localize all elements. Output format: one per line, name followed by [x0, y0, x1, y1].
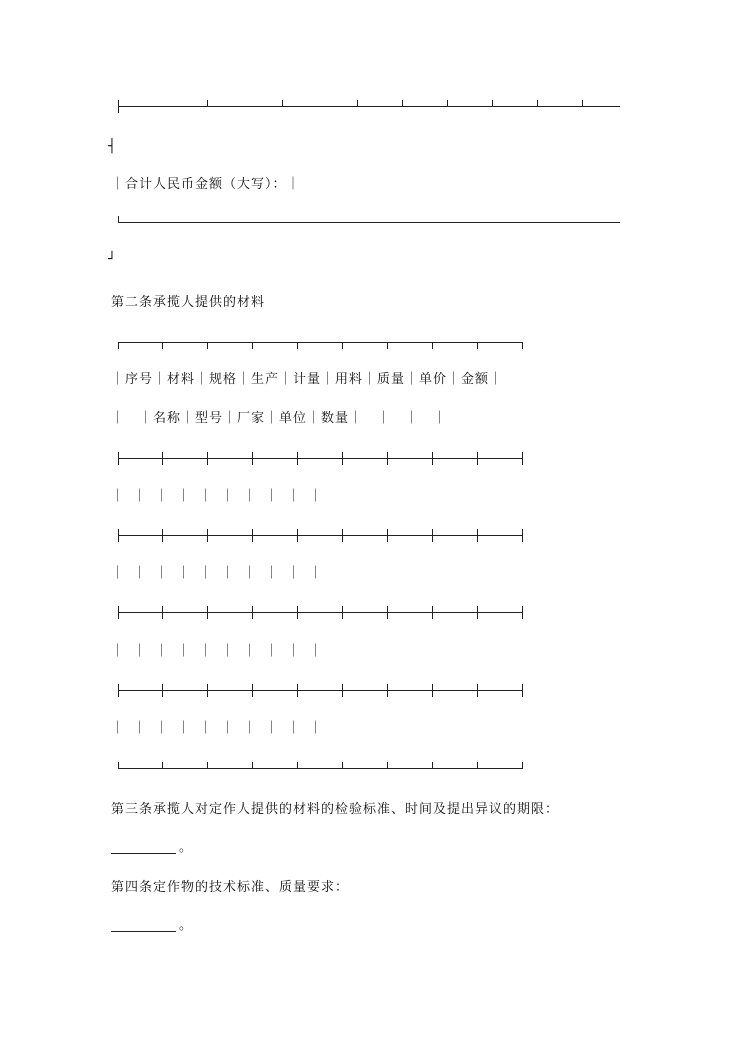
materials-empty-row: ｜ ｜ ｜ ｜ ｜ ｜ ｜ ｜ ｜ ｜: [111, 721, 321, 736]
rule-tick: [118, 606, 119, 619]
rule-tick: [342, 342, 343, 349]
rule-tick: [477, 342, 478, 349]
table-rule-top: [118, 106, 620, 107]
table-tick: [118, 100, 119, 113]
rule-tick: [162, 529, 163, 542]
rule-tick: [432, 762, 433, 769]
rule-tick: [387, 684, 388, 697]
rule-tick: [522, 529, 523, 542]
rule-tick: [207, 762, 208, 769]
materials-rule: [118, 690, 523, 691]
rule-tick: [432, 452, 433, 465]
rule-tick: [207, 606, 208, 619]
table-tick: [447, 100, 448, 107]
table-tick: [492, 100, 493, 107]
rule-tick: [297, 452, 298, 465]
rule-tick: [477, 684, 478, 697]
rule-tick: [477, 529, 478, 542]
table-tick: [282, 100, 283, 107]
rule-tick: [297, 684, 298, 697]
materials-rule: [118, 612, 523, 613]
rule-tick: [432, 606, 433, 619]
rule-tick: [252, 452, 253, 465]
rule-tick: [387, 762, 388, 769]
rule-tick: [118, 684, 119, 697]
rule-tick: [118, 529, 119, 542]
table-tick: [537, 100, 538, 107]
article3-fill-blank: [111, 853, 176, 854]
rule-tick: [387, 342, 388, 349]
table-tick: [402, 100, 403, 107]
table-tick: [118, 216, 119, 223]
rule-tick: [162, 684, 163, 697]
article4-fill-blank: [111, 931, 176, 932]
rule-tick: [297, 529, 298, 542]
rule-tick: [522, 342, 523, 349]
table-rule-bottom: [118, 222, 620, 223]
rule-tick: [252, 606, 253, 619]
materials-rule: [118, 342, 523, 343]
bracket-mid: ┤: [108, 139, 117, 154]
table-tick: [357, 100, 358, 107]
rule-tick: [387, 452, 388, 465]
rule-tick: [522, 762, 523, 769]
rule-tick: [432, 529, 433, 542]
rule-tick: [342, 762, 343, 769]
rule-tick: [387, 529, 388, 542]
rule-tick: [252, 762, 253, 769]
rule-tick: [118, 762, 119, 769]
rule-tick: [162, 606, 163, 619]
materials-empty-row: ｜ ｜ ｜ ｜ ｜ ｜ ｜ ｜ ｜ ｜: [111, 489, 321, 504]
article2-heading: 第二条承揽人提供的材料: [111, 295, 266, 310]
rule-tick: [297, 606, 298, 619]
article4-period: 。: [179, 918, 194, 933]
rule-tick: [387, 606, 388, 619]
materials-header-row2: ｜ ｜名称｜型号｜厂家｜单位｜数量｜ ｜ ｜ ｜: [111, 411, 448, 426]
rule-tick: [207, 452, 208, 465]
rule-tick: [118, 452, 119, 465]
materials-empty-row: ｜ ｜ ｜ ｜ ｜ ｜ ｜ ｜ ｜ ｜: [111, 644, 321, 659]
materials-rule: [118, 535, 523, 536]
rule-tick: [252, 529, 253, 542]
rule-tick: [342, 452, 343, 465]
materials-empty-row: ｜ ｜ ｜ ｜ ｜ ｜ ｜ ｜ ｜ ｜: [111, 566, 321, 581]
rule-tick: [477, 452, 478, 465]
total-amount-label: ｜合计人民币金额（大写）：｜: [111, 177, 301, 192]
rule-tick: [342, 606, 343, 619]
table-tick: [207, 100, 208, 107]
rule-tick: [207, 684, 208, 697]
rule-tick: [207, 529, 208, 542]
bracket-end: ┘: [108, 252, 117, 267]
rule-tick: [477, 606, 478, 619]
materials-rule-bottom: [118, 768, 523, 769]
rule-tick: [297, 762, 298, 769]
article3-heading: 第三条承揽人对定作人提供的材料的检验标准、时间及提出异议的期限：: [111, 802, 560, 817]
rule-tick: [432, 342, 433, 349]
rule-tick: [522, 452, 523, 465]
rule-tick: [342, 529, 343, 542]
rule-tick: [522, 684, 523, 697]
rule-tick: [477, 762, 478, 769]
rule-tick: [118, 342, 119, 349]
rule-tick: [207, 342, 208, 349]
rule-tick: [432, 684, 433, 697]
rule-tick: [342, 684, 343, 697]
rule-tick: [252, 342, 253, 349]
materials-rule: [118, 458, 523, 459]
rule-tick: [297, 342, 298, 349]
article4-heading: 第四条定作物的技术标准、质量要求：: [111, 880, 350, 895]
materials-header-row1: ｜序号｜材料｜规格｜生产｜计量｜用料｜质量｜单价｜金额｜: [111, 372, 504, 387]
rule-tick: [162, 342, 163, 349]
table-tick: [582, 100, 583, 107]
rule-tick: [162, 762, 163, 769]
rule-tick: [252, 684, 253, 697]
rule-tick: [522, 606, 523, 619]
article3-period: 。: [179, 840, 194, 855]
rule-tick: [162, 452, 163, 465]
